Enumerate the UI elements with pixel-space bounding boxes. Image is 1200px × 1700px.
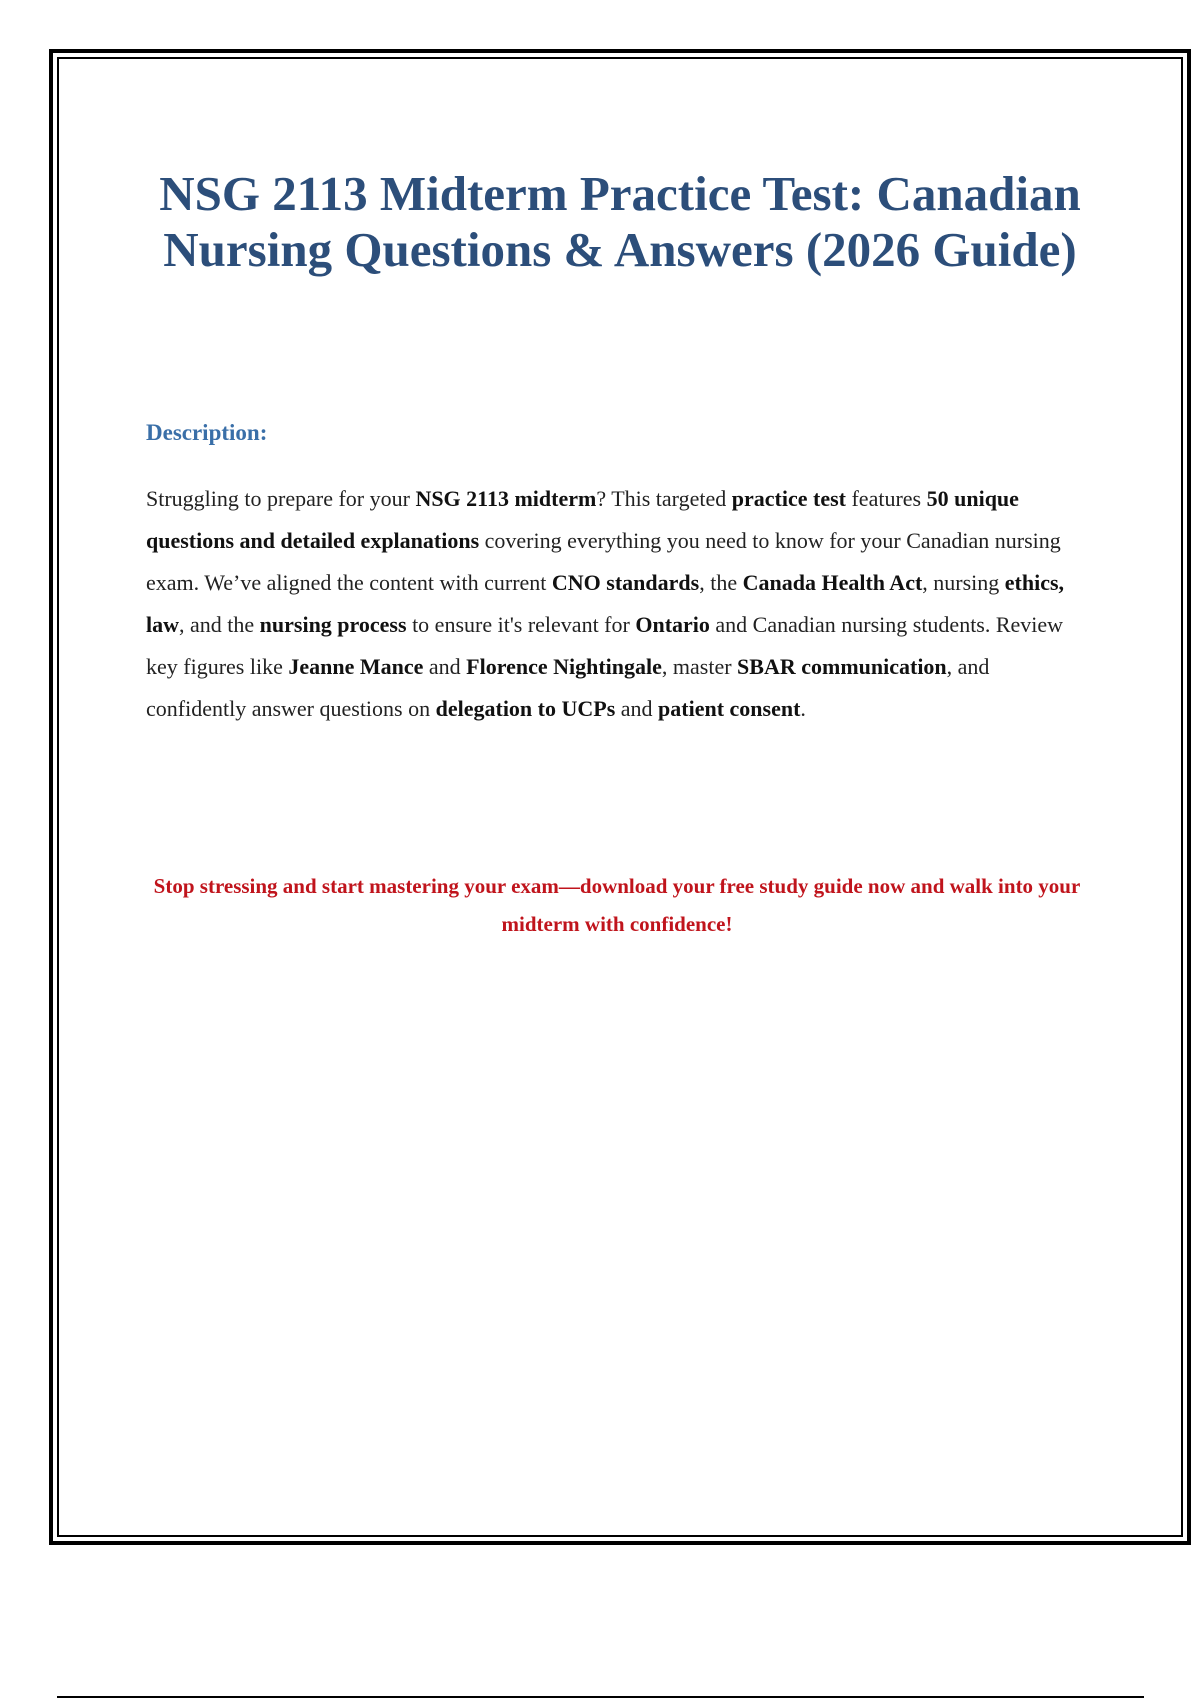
description-text: , master <box>661 654 738 679</box>
page-border-inner <box>57 57 1183 1537</box>
description-text: Struggling to prepare for your <box>146 486 416 511</box>
description-text: , nursing <box>922 570 1005 595</box>
description-highlight: practice test <box>731 486 846 511</box>
description-highlight: Jeanne Mance <box>288 654 424 679</box>
description-highlight: Canada Health Act <box>742 570 923 595</box>
description-highlight: 50 unique questions and detailed explanations <box>146 486 1019 553</box>
description-text: , the <box>699 570 743 595</box>
description-highlight: CNO standards <box>551 570 700 595</box>
description-highlight: delegation to UCPs <box>435 696 616 721</box>
description-highlight: SBAR communication <box>737 654 947 679</box>
description-heading: Description: <box>146 420 268 445</box>
description-highlight: Ontario <box>635 612 710 637</box>
description-text: ? This targeted <box>596 486 732 511</box>
footer-rule <box>57 1696 1144 1698</box>
description-text: to ensure it's relevant for <box>406 612 636 637</box>
description-highlight: ethics, law <box>146 570 1065 637</box>
description-highlight: nursing process <box>259 612 407 637</box>
description-highlight: Florence Nightingale <box>466 654 662 679</box>
description-text: covering everything you need to know for your Canadian nursing exam. We’ve aligned the content with current <box>146 528 1061 595</box>
description-text: and <box>615 696 659 721</box>
description-text: , and the <box>179 612 260 637</box>
description-text: , and confidently answer questions on <box>146 654 990 721</box>
description-highlight: patient consent <box>658 696 801 721</box>
document-title: NSG 2113 Midterm Practice Test: Canadian Nursing Questions & Answers (2026 Guide) <box>159 166 1081 277</box>
description-text: . <box>800 696 806 721</box>
description-text: and <box>423 654 467 679</box>
description-text: features <box>845 486 927 511</box>
description-text: and Canadian nursing students. Review key figures like <box>146 612 1064 679</box>
call-to-action: Stop stressing and start mastering your exam—download your free study guide now and walk into your midterm with confidence! <box>153 874 1081 936</box>
description-highlight: NSG 2113 midterm <box>415 486 597 511</box>
description-paragraph <box>146 478 1086 730</box>
